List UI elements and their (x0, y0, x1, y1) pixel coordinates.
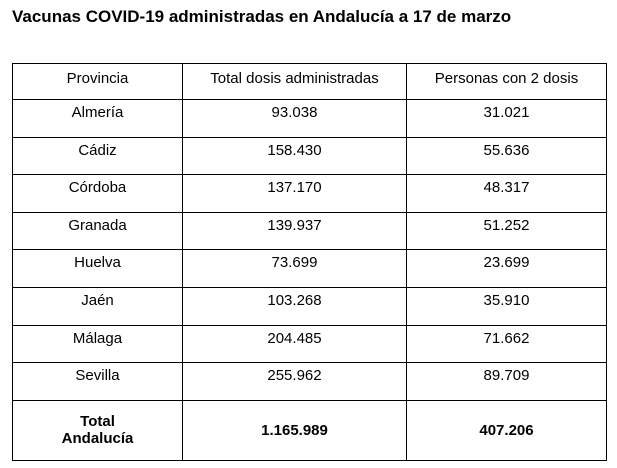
table-row (13, 325, 607, 363)
page-title: Vacunas COVID-19 administradas en Andalucía a 17 de marzo (12, 7, 512, 26)
table-row (13, 363, 607, 401)
cell-personas-2-dosis-sum: 407.206 (407, 400, 607, 460)
cell-personas-2-dosis: 23.699 (407, 250, 607, 288)
cell-provincia: Jaén (13, 287, 183, 325)
cell-total-dosis: 103.268 (183, 287, 407, 325)
cell-provincia: Cádiz (13, 137, 183, 175)
header-provincia: Provincia (13, 64, 183, 100)
cell-total-dosis: 73.699 (183, 250, 407, 288)
header-personas-2-dosis: Personas con 2 dosis (407, 64, 607, 100)
cell-personas-2-dosis: 55.636 (407, 137, 607, 175)
cell-total-dosis: 255.962 (183, 363, 407, 401)
table-row (13, 287, 607, 325)
cell-provincia: Granada (13, 212, 183, 250)
cell-total-dosis: 137.170 (183, 175, 407, 213)
cell-personas-2-dosis: 31.021 (407, 100, 607, 138)
cell-personas-2-dosis: 35.910 (407, 287, 607, 325)
cell-provincia: Huelva (13, 250, 183, 288)
total-label-line1: Total (80, 413, 115, 431)
cell-total-dosis: 93.038 (183, 100, 407, 138)
table-row (13, 175, 607, 213)
cell-total-dosis-sum: 1.165.989 (183, 400, 407, 460)
total-label-line2: Andalucía (61, 430, 134, 448)
cell-personas-2-dosis: 89.709 (407, 363, 607, 401)
cell-personas-2-dosis: 71.662 (407, 325, 607, 363)
cell-total-label (13, 400, 183, 460)
vaccination-table (12, 63, 607, 461)
cell-personas-2-dosis: 51.252 (407, 212, 607, 250)
cell-total-dosis: 139.937 (183, 212, 407, 250)
cell-provincia: Málaga (13, 325, 183, 363)
cell-personas-2-dosis: 48.317 (407, 175, 607, 213)
table-row (13, 100, 607, 138)
table-row (13, 250, 607, 288)
table-row (13, 137, 607, 175)
header-total-dosis: Total dosis administradas (183, 64, 407, 100)
cell-total-dosis: 204.485 (183, 325, 407, 363)
cell-total-dosis: 158.430 (183, 137, 407, 175)
table-header-row (13, 64, 607, 100)
cell-provincia: Córdoba (13, 175, 183, 213)
table-row (13, 212, 607, 250)
cell-provincia: Sevilla (13, 363, 183, 401)
cell-provincia: Almería (13, 100, 183, 138)
table-total-row (13, 400, 607, 460)
